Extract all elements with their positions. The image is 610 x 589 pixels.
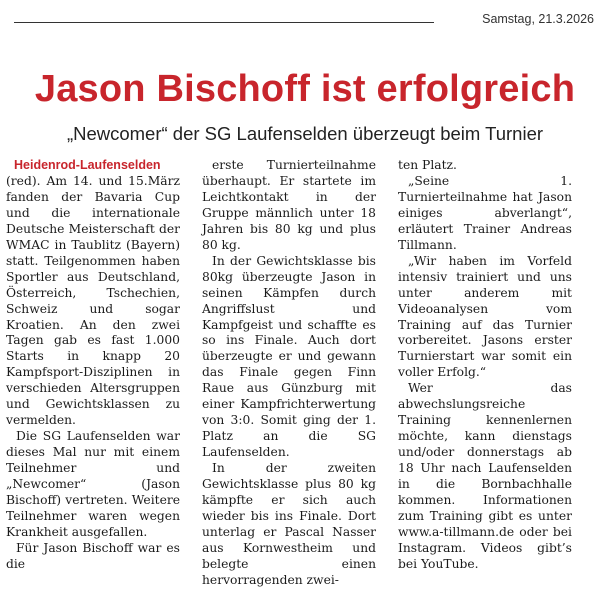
header-rule — [14, 22, 434, 23]
paragraph: ten Platz. — [398, 158, 457, 172]
paragraph: Wer das abwechslungsreiche Training kennenlernen möchte, kann dienstags und/oder donnerstags ab 18 Uhr nach Laufenselden in die Bornbachhalle kommen. Informationen zum Training gibt es unter www.a-tillmann.de oder bei Instagram. Videos gibt’s bei YouTube. — [398, 381, 572, 571]
paragraph: Die SG Laufenselden war dieses Mal nur mit einem Teilnehmer und „Newcomer“ (Jason Bischoff) vertreten. Weitere Teilnehmer waren wegen Krankheit ausgefallen. — [6, 429, 180, 539]
article-headline: Jason Bischoff ist erfolgreich — [34, 68, 576, 110]
paragraph: Für Jason Bischoff war es die — [6, 540, 180, 571]
paragraph: erste Turnierteilnahme überhaupt. Er startete im Leichtkontakt in der Gruppe männlich unter 18 Jahren bis 80 kg und plus 80 kg. — [202, 158, 376, 252]
paragraph: In der zweiten Gewichtsklasse plus 80 kg kämpfte er sich auch wieder bis ins Finale. Dort unterlag er Pascal Nasser aus Kornwestheim und belegte einen hervorragenden zwei- — [202, 461, 376, 587]
article-column-3 — [398, 158, 572, 573]
paragraph: (red). Am 14. und 15.März fanden der Bavaria Cup und die internationale Deutsche Meisterschaft der WMAC in Taublitz (Bayern) statt. Teilgenommen haben Sportler aus Deutschland, Österreich, Tschechien, Schweiz und sogar Kroatien. An den zwei Tagen gab es fast 1.000 Starts in knapp 20 Kampfsport-Disziplinen in verschieden Altersgruppen und Gewichtsklassen zu vermelden. — [6, 173, 180, 428]
article-column-2 — [202, 158, 376, 589]
paragraph: In der Gewichtsklasse bis 80kg überzeugte Jason in seinen Kämpfen durch Angriffslust und Kampfgeist und schaffte es so ins Finale. Auch dort überzeugte er und gewann das Finale gegen Finn Raue aus Günzburg mit einer Kampfrichterwertung von 3:0. Somit ging der 1. Platz an die SG Laufenselden. — [202, 253, 376, 460]
article-subheadline: „Newcomer“ der SG Laufenselden überzeugt beim Turnier — [66, 123, 544, 144]
paragraph: „Wir haben im Vorfeld intensiv trainiert und uns unter anderem mit Videoanalysen vom Training auf das Turnier vorbereitet. Jasons erster Turnierstart war somit ein voller Erfolg.“ — [398, 253, 572, 380]
article-column-1 — [6, 158, 180, 573]
dateline: Heidenrod-Laufenselden — [14, 158, 161, 172]
paragraph: „Seine 1. Turnierteilnahme hat Jason einiges abverlangt“, erläutert Trainer Andreas Tillmann. — [398, 173, 572, 252]
issue-date: Samstag, 21.3.2026 — [482, 12, 594, 26]
